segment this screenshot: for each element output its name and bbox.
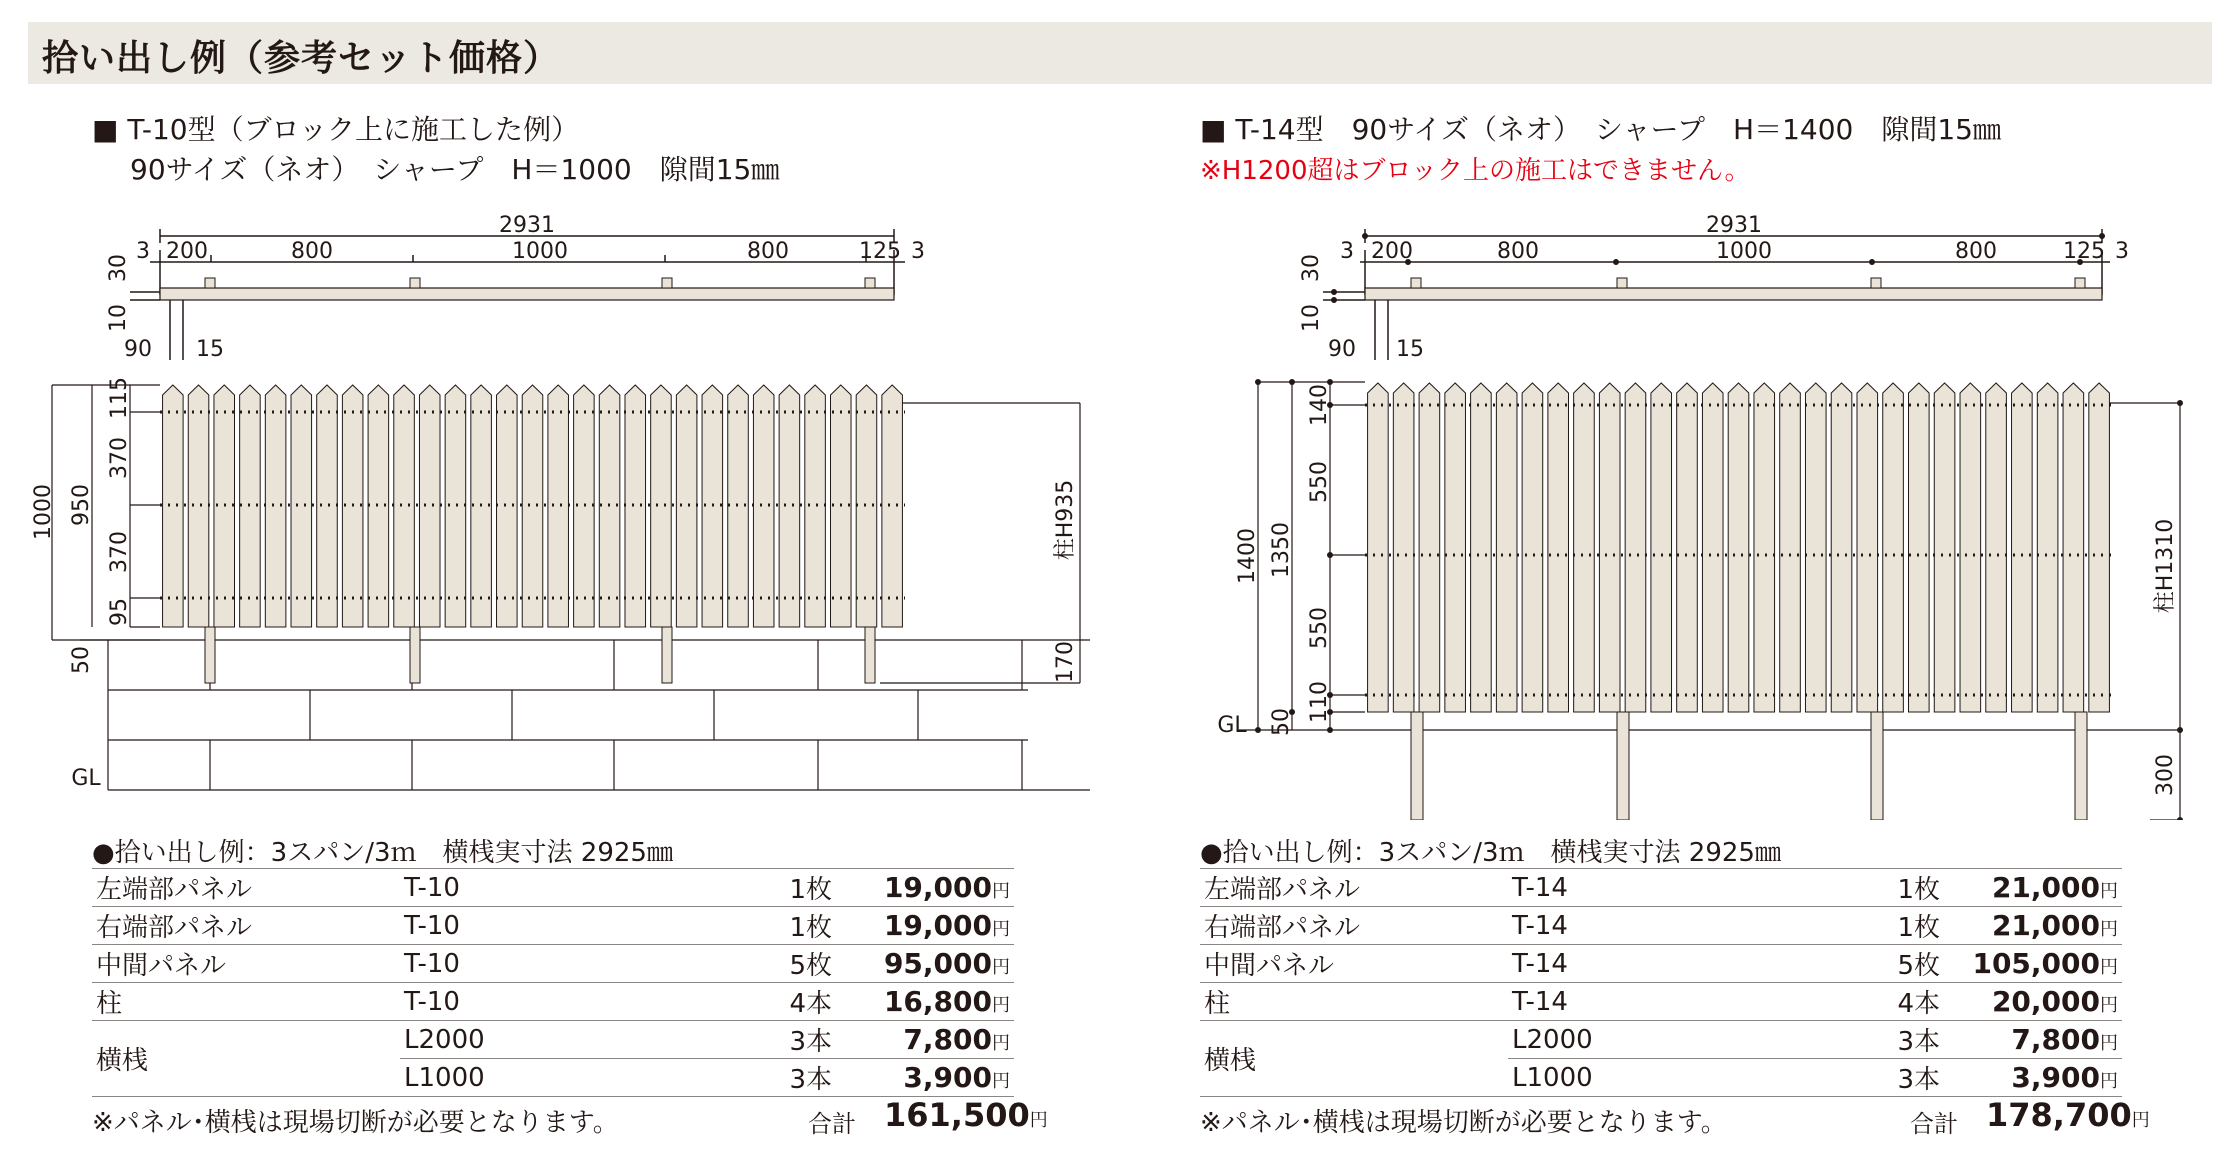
dim-h170: 170: [1053, 641, 1078, 683]
t10-post-stubs: [205, 627, 875, 683]
t10-list-title: ●拾い出し例：3スパン/3ｍ 横桟実寸法 2925㎜: [92, 838, 673, 868]
t14-price-table: [1200, 868, 2122, 1097]
item-model: T-10: [400, 869, 768, 907]
t10-note: ※パネル･横桟は現場切断が必要となります。: [92, 1108, 619, 1138]
fence-picket: [1393, 383, 1414, 712]
fence-picket: [1909, 383, 1930, 712]
item-name: 柱: [1200, 983, 1508, 1021]
t10-total: 161,500円: [884, 1096, 1048, 1134]
table-row: [1200, 907, 2122, 945]
item-price: 105,000円: [1944, 945, 2122, 983]
dim-1000: 1000: [1716, 239, 1772, 264]
t10-title: ■ T-10型（ブロック上に施工した例）: [92, 113, 580, 146]
dim-h140: 140: [1307, 384, 1332, 426]
dim-3b: 3: [2115, 239, 2129, 264]
item-price: 19,000円: [836, 869, 1014, 907]
item-price: 3,900円: [836, 1059, 1014, 1097]
item-model: T-10: [400, 945, 768, 983]
fence-picket: [1702, 383, 1723, 712]
fence-picket: [188, 385, 209, 627]
dim-200: 200: [1371, 239, 1413, 264]
fence-picket: [1368, 383, 1389, 712]
item-model: L1000: [1508, 1059, 1876, 1097]
item-name: 右端部パネル: [1200, 907, 1508, 945]
fence-picket: [1883, 383, 1904, 712]
dim-h1350: 1350: [1269, 522, 1294, 578]
item-price: 7,800円: [836, 1021, 1014, 1059]
table-row: [92, 983, 1014, 1021]
item-price: 7,800円: [1944, 1021, 2122, 1059]
fence-picket: [1986, 383, 2007, 712]
page-title: 拾い出し例（参考セット価格）: [42, 37, 561, 79]
dim-h950: 950: [69, 484, 94, 526]
table-row: [1200, 983, 2122, 1021]
dim-200: 200: [166, 239, 208, 264]
item-model: T-10: [400, 983, 768, 1021]
dim-3a: 3: [136, 239, 150, 264]
dim-total: 2931: [499, 213, 555, 238]
item-name: 左端部パネル: [92, 869, 400, 907]
t14-list-title: ●拾い出し例：3スパン/3ｍ 横桟実寸法 2925㎜: [1200, 838, 1781, 868]
t14-note: ※パネル･横桟は現場切断が必要となります。: [1200, 1108, 1727, 1138]
item-qty: 3本: [768, 1059, 836, 1097]
dim-15: 15: [1396, 337, 1424, 362]
t14-warning: ※H1200超はブロック上の施工はできません。: [1200, 156, 1751, 186]
item-model: T-10: [400, 907, 768, 945]
item-qty: 1枚: [768, 907, 836, 945]
dim-h550b: 550: [1307, 607, 1332, 649]
dim-h300: 300: [2153, 754, 2178, 796]
t14-top-rail: [1365, 288, 2102, 300]
fence-picket: [1780, 383, 1801, 712]
item-model: L1000: [400, 1059, 768, 1097]
dim-15: 15: [196, 337, 224, 362]
fence-picket: [1831, 383, 1852, 712]
item-qty: 3本: [768, 1021, 836, 1059]
table-row: [1200, 945, 2122, 983]
fence-picket: [1625, 383, 1646, 712]
fence-picket: [1960, 383, 1981, 712]
item-price: 20,000円: [1944, 983, 2122, 1021]
fence-picket: [651, 385, 672, 627]
fence-picket: [1419, 383, 1440, 712]
t14-total-label: 合計: [1910, 1110, 1958, 1138]
item-model: T-14: [1508, 907, 1876, 945]
fence-picket: [497, 385, 518, 627]
item-qty: 5枚: [1876, 945, 1944, 983]
t10-drawing: [0, 0, 1120, 820]
dim-total: 2931: [1706, 213, 1762, 238]
item-qty: 1枚: [768, 869, 836, 907]
item-name: 横桟: [92, 1021, 400, 1097]
item-qty: 5枚: [768, 945, 836, 983]
fence-picket: [522, 385, 543, 627]
item-model: T-14: [1508, 869, 1876, 907]
item-name: 右端部パネル: [92, 907, 400, 945]
item-model: L2000: [1508, 1021, 1876, 1059]
t10-top-post-markers: [205, 278, 875, 288]
fence-picket: [805, 385, 826, 627]
item-price: 95,000円: [836, 945, 1014, 983]
table-row: [92, 1021, 1014, 1059]
item-name: 中間パネル: [1200, 945, 1508, 983]
dim-1000: 1000: [512, 239, 568, 264]
t10-total-label: 合計: [808, 1110, 856, 1138]
item-name: 中間パネル: [92, 945, 400, 983]
item-model: T-14: [1508, 983, 1876, 1021]
dim-800b: 800: [1955, 239, 1997, 264]
dim-30: 30: [1299, 254, 1324, 282]
item-price: 16,800円: [836, 983, 1014, 1021]
dim-90: 90: [1328, 337, 1356, 362]
fence-picket: [2089, 383, 2110, 712]
fence-picket: [1805, 383, 1826, 712]
fence-picket: [1934, 383, 1955, 712]
section-t14: [1120, 0, 2240, 1174]
dim-h550a: 550: [1307, 461, 1332, 503]
fence-picket: [1677, 383, 1698, 712]
table-row: [92, 869, 1014, 907]
item-qty: 1枚: [1876, 869, 1944, 907]
dim-h110: 110: [1307, 681, 1332, 723]
dim-h1400: 1400: [1235, 528, 1260, 584]
item-name: 左端部パネル: [1200, 869, 1508, 907]
fence-picket: [676, 385, 697, 627]
item-model: T-14: [1508, 945, 1876, 983]
t10-spec: 90サイズ（ネオ） シャープ H＝1000 隙間15㎜: [130, 153, 780, 186]
gl-label: GL: [71, 766, 101, 791]
fence-picket: [1857, 383, 1878, 712]
fence-picket: [394, 385, 415, 627]
dim-h1000: 1000: [31, 484, 56, 540]
t14-top-post-markers: [1411, 278, 2085, 288]
fence-picket: [548, 385, 569, 627]
table-row: [1200, 1021, 2122, 1059]
fence-picket: [317, 385, 338, 627]
fence-picket: [1496, 383, 1517, 712]
dim-post: 柱H935: [1053, 479, 1078, 561]
fence-picket: [1548, 383, 1569, 712]
fence-picket: [1574, 383, 1595, 712]
fence-picket: [779, 385, 800, 627]
t14-drawing: [1120, 0, 2240, 820]
fence-picket: [163, 385, 184, 627]
t10-top-rail: [160, 288, 894, 300]
fence-picket: [625, 385, 646, 627]
dim-post: 柱H1310: [2153, 518, 2178, 614]
item-model: L2000: [400, 1021, 768, 1059]
item-name: 横桟: [1200, 1021, 1508, 1097]
dim-h50: 50: [69, 646, 94, 674]
dim-800b: 800: [747, 239, 789, 264]
item-qty: 4本: [768, 983, 836, 1021]
table-row: [92, 907, 1014, 945]
fence-picket: [2012, 383, 2033, 712]
fence-picket: [1651, 383, 1672, 712]
dim-h115: 115: [107, 377, 132, 419]
dim-90: 90: [124, 337, 152, 362]
item-name: 柱: [92, 983, 400, 1021]
t14-total: 178,700円: [1986, 1096, 2150, 1134]
fence-picket: [882, 385, 903, 627]
dim-h370a: 370: [107, 437, 132, 479]
fence-picket: [419, 385, 440, 627]
dim-h95: 95: [107, 598, 132, 626]
fence-picket: [265, 385, 286, 627]
dim-10: 10: [106, 304, 131, 332]
fence-picket: [2063, 383, 2084, 712]
table-row: [92, 945, 1014, 983]
dim-3b: 3: [911, 239, 925, 264]
dim-125: 125: [2063, 239, 2105, 264]
fence-picket: [1599, 383, 1620, 712]
item-qty: 3本: [1876, 1021, 1944, 1059]
fence-picket: [1522, 383, 1543, 712]
item-qty: 1枚: [1876, 907, 1944, 945]
item-price: 21,000円: [1944, 907, 2122, 945]
dim-3a: 3: [1340, 239, 1354, 264]
fence-picket: [1471, 383, 1492, 712]
gl-label: GL: [1217, 713, 1247, 738]
fence-picket: [1754, 383, 1775, 712]
fence-picket: [753, 385, 774, 627]
dim-800a: 800: [291, 239, 333, 264]
dim-125: 125: [859, 239, 901, 264]
dim-800a: 800: [1497, 239, 1539, 264]
dim-h370b: 370: [107, 531, 132, 573]
table-row: [1200, 869, 2122, 907]
t14-title: ■ T-14型 90サイズ（ネオ） シャープ H＝1400 隙間15㎜: [1200, 113, 2001, 146]
item-price: 3,900円: [1944, 1059, 2122, 1097]
dim-30: 30: [106, 254, 131, 282]
fence-picket: [1445, 383, 1466, 712]
item-price: 21,000円: [1944, 869, 2122, 907]
fence-picket: [2037, 383, 2058, 712]
t14-pickets: [1368, 383, 2110, 712]
dim-h50: 50: [1269, 708, 1294, 736]
item-qty: 4本: [1876, 983, 1944, 1021]
dim-10: 10: [1299, 304, 1324, 332]
item-price: 19,000円: [836, 907, 1014, 945]
item-qty: 3本: [1876, 1059, 1944, 1097]
t14-post-stubs: [1411, 712, 2087, 820]
t10-block-wall: [80, 640, 1090, 790]
fence-picket: [1728, 383, 1749, 712]
t10-price-table: [92, 868, 1014, 1097]
fence-picket: [291, 385, 312, 627]
